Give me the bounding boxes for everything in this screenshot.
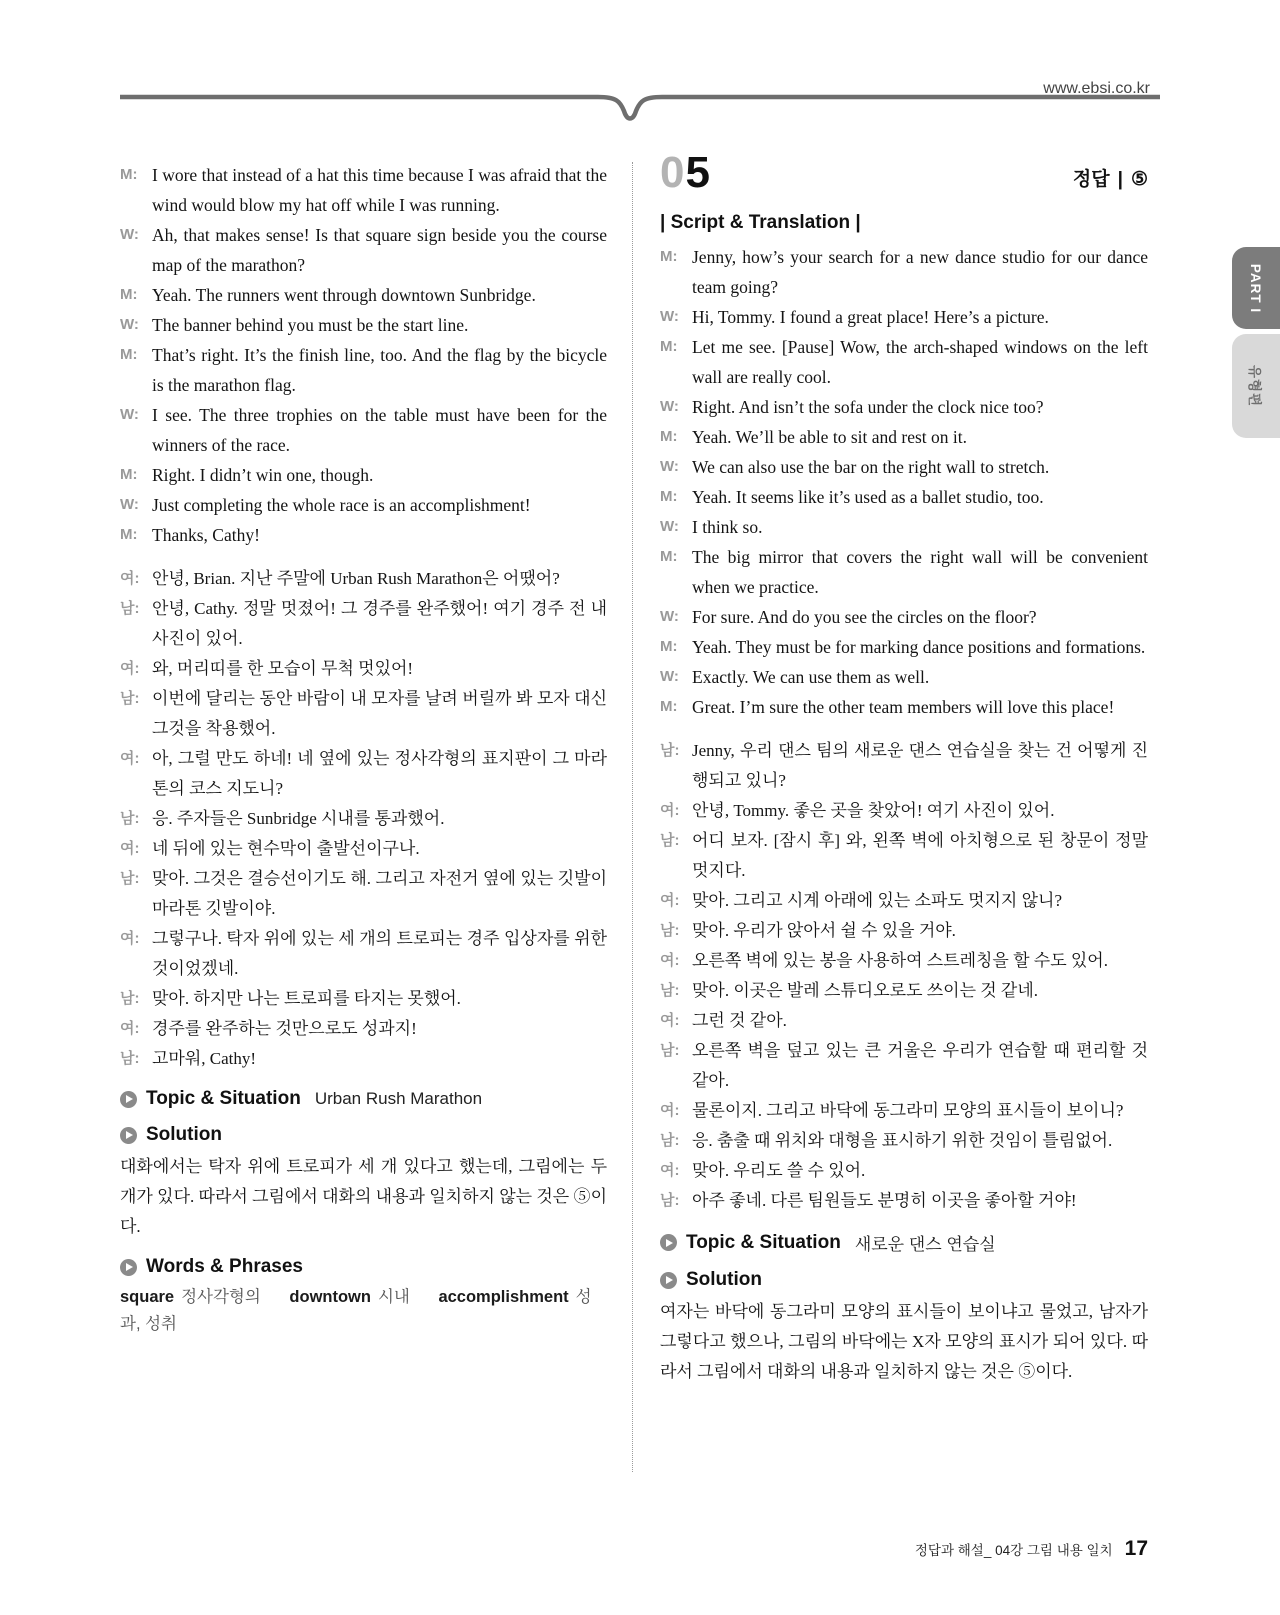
dialogue-line (660, 796, 1148, 826)
dialogue-line (660, 662, 1148, 692)
right-dialogue-korean (660, 736, 1148, 1216)
dialogue-text: 맞아. 우리도 쓸 수 있어. (692, 1161, 866, 1180)
dialogue-line (120, 220, 607, 280)
dialogue-line (120, 804, 607, 834)
right-solution-text: 여자는 바닥에 동그라미 모양의 표시들이 보이냐고 물었고, 남자가 그렇다고 했으나, 그림의 바닥에는 X자 모양의 표시가 되어 있다. 따라서 그림에서 대화의 내용과 일치하지 않는 것은 ⑤이다. (660, 1302, 1148, 1381)
dialogue-line (660, 302, 1148, 332)
speaker-label: 여: (660, 952, 680, 969)
speaker-label: W: (660, 458, 679, 475)
dialogue-text: 네 뒤에 있는 현수막이 출발선이구나. (152, 839, 420, 858)
speaker-label: W: (660, 398, 679, 415)
dialogue-line (660, 392, 1148, 422)
solution-heading: Solution (146, 1124, 222, 1145)
dialogue-line (660, 1036, 1148, 1096)
dialogue-text: 경주를 완주하는 것만으로도 성과지! (152, 1019, 417, 1038)
dialogue-line (660, 512, 1148, 542)
dialogue-line (660, 632, 1148, 662)
dialogue-text: Great. I’m sure the other team members will love this place! (692, 697, 1115, 717)
dialogue-text: I wore that instead of a hat this time because I was afraid that the wind would blow my hat off while I was running. (152, 165, 607, 215)
dialogue-text: That’s right. It’s the finish line, too. And the flag by the bicycle is the marathon flag. (152, 345, 607, 395)
dialogue-text: 안녕, Tommy. 좋은 곳을 찾았어! 여기 사진이 있어. (692, 801, 1055, 820)
dialogue-text: Hi, Tommy. I found a great place! Here’s a picture. (692, 307, 1049, 327)
dialogue-line (660, 1156, 1148, 1186)
dialogue-line (120, 924, 607, 984)
dialogue-line (120, 400, 607, 460)
word-english: accomplishment (438, 1288, 569, 1306)
speaker-label: M: (120, 166, 138, 183)
dialogue-line (120, 744, 607, 804)
speaker-label: 남: (660, 742, 680, 759)
right-dialogue-english (660, 242, 1148, 722)
speaker-label: 남: (120, 1050, 140, 1067)
dialogue-text: Yeah. We’ll be able to sit and rest on it. (692, 427, 967, 447)
word-english: downtown (289, 1288, 371, 1306)
dialogue-line (120, 654, 607, 684)
word-item (289, 1288, 409, 1306)
speaker-label: W: (660, 518, 679, 535)
speaker-label: 남: (660, 1132, 680, 1149)
dialogue-text: 맞아. 우리가 앉아서 쉴 수 있을 거야. (692, 921, 956, 940)
dialogue-line (660, 946, 1148, 976)
dialogue-line (120, 460, 607, 490)
dialogue-text: I think so. (692, 517, 763, 537)
dialogue-text: 아주 좋네. 다른 팀원들도 분명히 이곳을 좋아할 거야! (692, 1191, 1077, 1210)
dialogue-text: For sure. And do you see the circles on the floor? (692, 607, 1037, 627)
dialogue-line (660, 916, 1148, 946)
dialogue-text: 맞아. 하지만 나는 트로피를 타지는 못했어. (152, 989, 461, 1008)
dialogue-text: 맞아. 그리고 시계 아래에 있는 소파도 멋지지 않니? (692, 891, 1062, 910)
dialogue-text: Exactly. We can use them as well. (692, 667, 930, 687)
problem-number (660, 150, 711, 196)
speaker-label: 남: (660, 922, 680, 939)
dialogue-line (120, 1014, 607, 1044)
footer-breadcrumb: 정답과 해설_ 04강 그림 내용 일치 (914, 1543, 1113, 1558)
topic-heading: Topic & Situation (686, 1231, 841, 1253)
left-topic-section (120, 1088, 607, 1110)
page-footer (915, 1537, 1148, 1561)
words-list (120, 1284, 607, 1338)
left-column (120, 160, 607, 1338)
dialogue-text: We can also use the bar on the right wall to stretch. (692, 457, 1050, 477)
dialogue-line (660, 242, 1148, 302)
speaker-label: 여: (120, 1020, 140, 1037)
speaker-label: 여: (120, 660, 140, 677)
dialogue-line (660, 602, 1148, 632)
speaker-label: M: (120, 286, 138, 303)
dialogue-line (120, 520, 607, 550)
topic-value: Urban Rush Marathon (314, 1089, 483, 1108)
right-topic-section (660, 1230, 1148, 1255)
speaker-label: 남: (120, 600, 140, 617)
dialogue-text: 오른쪽 벽을 덮고 있는 큰 거울은 우리가 연습할 때 편리할 것 같아. (692, 1041, 1148, 1090)
dialogue-text: 그렇구나. 탁자 위에 있는 세 개의 트로피는 경주 입상자를 위한 것이었겠네. (152, 929, 607, 978)
tab-part-1-label: PART I (1248, 263, 1264, 313)
page-number: 17 (1124, 1537, 1148, 1560)
speaker-label: 여: (660, 1012, 680, 1029)
answer-value: ⑤ (1130, 169, 1148, 190)
answer-label: 정답 (1072, 169, 1110, 190)
top-rule-with-notch (120, 94, 1160, 140)
dialogue-text: The banner behind you must be the start line. (152, 315, 469, 335)
speaker-label: M: (660, 638, 678, 655)
script-translation-heading: | Script & Translation | (660, 212, 861, 233)
dialogue-text: Jenny, how’s your search for a new dance studio for our dance team going? (692, 247, 1148, 297)
dialogue-line (660, 422, 1148, 452)
speaker-label: 여: (120, 930, 140, 947)
speaker-label: M: (660, 428, 678, 445)
dialogue-text: 맞아. 그것은 결승선이기도 해. 그리고 자전거 옆에 있는 깃발이 마라톤 깃발이야. (152, 869, 607, 918)
dialogue-line (120, 490, 607, 520)
dialogue-text: Ah, that makes sense! Is that square sign beside you the course map of the marathon? (152, 225, 607, 275)
dialogue-text: Let me see. [Pause] Wow, the arch-shaped windows on the left wall are really cool. (692, 337, 1148, 387)
speaker-label: M: (660, 548, 678, 565)
dialogue-text: 오른쪽 벽에 있는 봉을 사용하여 스트레칭을 할 수도 있어. (692, 951, 1108, 970)
dialogue-text: 안녕, Brian. 지난 주말에 Urban Rush Marathon은 어땠어? (152, 569, 560, 588)
word-gloss: 시내 (377, 1288, 410, 1306)
right-column (660, 150, 1148, 1387)
topic-value: 새로운 댄스 연습실 (854, 1235, 996, 1254)
speaker-label: W: (120, 226, 139, 243)
column-divider (632, 162, 633, 1472)
dialogue-line (120, 684, 607, 744)
speaker-label: M: (120, 466, 138, 483)
left-solution-section (120, 1124, 607, 1146)
play-icon (120, 1259, 137, 1276)
speaker-label: M: (120, 526, 138, 543)
dialogue-line (120, 594, 607, 654)
speaker-label: 여: (120, 840, 140, 857)
speaker-label: W: (120, 496, 139, 513)
play-icon (120, 1091, 137, 1108)
tab-part-1 (1232, 247, 1280, 329)
left-dialogue-english (120, 160, 607, 550)
dialogue-line (660, 332, 1148, 392)
dialogue-line (660, 542, 1148, 602)
problem-number-main: 5 (685, 148, 711, 197)
dialogue-line (660, 1186, 1148, 1216)
dialogue-text: 어디 보자. [잠시 후] 와, 왼쪽 벽에 아치형으로 된 창문이 정말 멋지다. (692, 831, 1148, 880)
speaker-label: 남: (120, 690, 140, 707)
word-english: square (120, 1288, 175, 1306)
dialogue-line (660, 452, 1148, 482)
dialogue-line (660, 826, 1148, 886)
speaker-label: 여: (120, 750, 140, 767)
dialogue-text: 응. 춤출 때 위치와 대형을 표시하기 위한 것임이 틀림없어. (692, 1131, 1113, 1150)
play-icon (660, 1234, 677, 1251)
speaker-label: 여: (660, 1162, 680, 1179)
speaker-label: M: (660, 248, 678, 265)
dialogue-text: 맞아. 이곳은 발레 스튜디오로도 쓰이는 것 같네. (692, 981, 1039, 1000)
speaker-label: 남: (660, 1192, 680, 1209)
dialogue-line (660, 1096, 1148, 1126)
speaker-label: M: (660, 698, 678, 715)
play-icon (120, 1127, 137, 1144)
dialogue-text: The big mirror that covers the right wall will be convenient when we practice. (692, 547, 1148, 597)
dialogue-line (660, 1006, 1148, 1036)
dialogue-line (660, 1126, 1148, 1156)
dialogue-line (120, 310, 607, 340)
tab-type-section (1232, 334, 1280, 438)
speaker-label: W: (120, 406, 139, 423)
dialogue-line (120, 864, 607, 924)
dialogue-line (660, 736, 1148, 796)
dialogue-line (120, 834, 607, 864)
dialogue-line (120, 984, 607, 1014)
speaker-label: 남: (120, 990, 140, 1007)
right-solution-section (660, 1269, 1148, 1291)
dialogue-text: Right. And isn’t the sofa under the clock nice too? (692, 397, 1044, 417)
dialogue-text: Yeah. They must be for marking dance positions and formations. (692, 637, 1146, 657)
dialogue-text: 와, 머리띠를 한 모습이 무척 멋있어! (152, 659, 414, 678)
left-dialogue-korean (120, 564, 607, 1074)
dialogue-text: 고마워, Cathy! (152, 1049, 257, 1068)
words-heading: Words & Phrases (146, 1256, 303, 1277)
dialogue-line (120, 564, 607, 594)
left-solution-text: 대화에서는 탁자 위에 트로피가 세 개 있다고 했는데, 그림에는 두 개가 있다. 따라서 그림에서 대화의 내용과 일치하지 않는 것은 ⑤이다. (120, 1157, 607, 1236)
speaker-label: 여: (660, 892, 680, 909)
dialogue-line (120, 280, 607, 310)
dialogue-text: Yeah. The runners went through downtown Sunbridge. (152, 285, 536, 305)
speaker-label: W: (660, 668, 679, 685)
left-words-section (120, 1256, 607, 1278)
speaker-label: 남: (660, 1042, 680, 1059)
dialogue-line (660, 886, 1148, 916)
speaker-label: 여: (660, 1102, 680, 1119)
speaker-label: 남: (120, 810, 140, 827)
dialogue-line (660, 976, 1148, 1006)
dialogue-text: Jenny, 우리 댄스 팀의 새로운 댄스 연습실을 찾는 건 어떻게 진행되고 있니? (692, 741, 1148, 790)
speaker-label: W: (660, 308, 679, 325)
dialogue-text: 이번에 달리는 동안 바람이 내 모자를 날려 버릴까 봐 모자 대신 그것을 착용했어. (152, 689, 607, 738)
word-item (120, 1288, 261, 1306)
dialogue-line (120, 340, 607, 400)
speaker-label: 남: (120, 870, 140, 887)
tab-type-section-label: 유형편 (1247, 364, 1262, 408)
speaker-label: W: (120, 316, 139, 333)
dialogue-text: Right. I didn’t win one, though. (152, 465, 374, 485)
answer-separator: | (1117, 169, 1123, 190)
dialogue-text: 그런 것 같아. (692, 1011, 787, 1030)
word-gloss: 성과, 성취 (120, 1288, 592, 1333)
dialogue-text: Thanks, Cathy! (152, 525, 260, 545)
speaker-label: 여: (120, 570, 140, 587)
site-url: www.ebsi.co.kr (1043, 80, 1150, 97)
dialogue-line (120, 1044, 607, 1074)
problem-header (660, 150, 1148, 208)
word-gloss: 정사각형의 (181, 1288, 261, 1306)
dialogue-line (120, 160, 607, 220)
dialogue-text: 아, 그럴 만도 하네! 네 옆에 있는 정사각형의 표지판이 그 마라톤의 코스 지도니? (152, 749, 607, 798)
answer-badge (1073, 164, 1148, 191)
speaker-label: 여: (660, 802, 680, 819)
speaker-label: 남: (660, 832, 680, 849)
dialogue-text: 응. 주자들은 Sunbridge 시내를 통과했어. (152, 809, 445, 828)
speaker-label: M: (660, 488, 678, 505)
topic-heading: Topic & Situation (146, 1088, 301, 1109)
problem-number-prefix: 0 (660, 148, 686, 197)
dialogue-text: 안녕, Cathy. 정말 멋졌어! 그 경주를 완주했어! 여기 경주 전 내 사진이 있어. (152, 599, 607, 648)
dialogue-line (660, 482, 1148, 512)
speaker-label: M: (120, 346, 138, 363)
speaker-label: 남: (660, 982, 680, 999)
dialogue-line (660, 692, 1148, 722)
dialogue-text: Just completing the whole race is an accomplishment! (152, 495, 531, 515)
speaker-label: W: (660, 608, 679, 625)
solution-heading: Solution (686, 1269, 762, 1290)
dialogue-text: 물론이지. 그리고 바닥에 동그라미 모양의 표시들이 보이니? (692, 1101, 1124, 1120)
dialogue-text: I see. The three trophies on the table must have been for the winners of the race. (152, 405, 607, 455)
play-icon (660, 1272, 677, 1289)
speaker-label: M: (660, 338, 678, 355)
dialogue-text: Yeah. It seems like it’s used as a ballet studio, too. (692, 487, 1044, 507)
